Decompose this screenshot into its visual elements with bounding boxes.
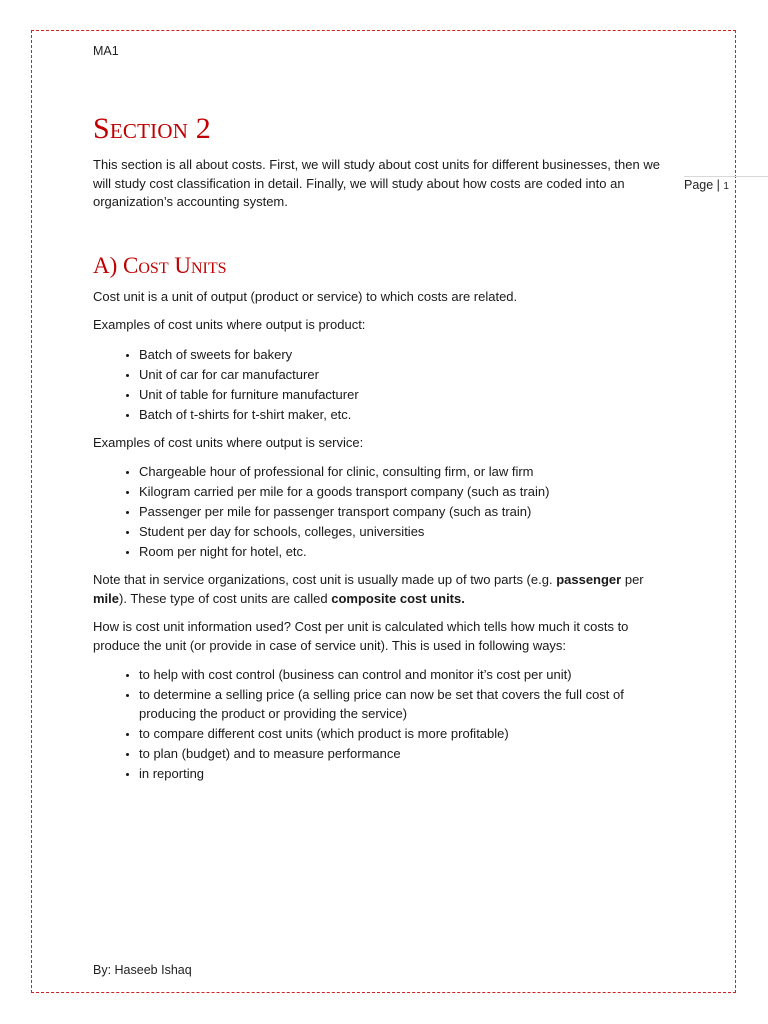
list-item: • to plan (budget) and to measure performance [139, 744, 677, 763]
list-item: • Kilogram carried per mile for a goods transport company (such as train) [139, 482, 677, 501]
composite-cost-note [93, 571, 677, 608]
list-item: • Student per day for schools, colleges, universities [139, 522, 677, 541]
list-item: • Batch of t-shirts for t-shirt maker, etc. [139, 405, 677, 424]
note-text: Note that in service organizations, cost unit is usually made up of two parts (e.g. [93, 572, 557, 587]
footer-author: By: Haseeb Ishaq [93, 963, 192, 977]
list-item: • to help with cost control (business can control and monitor it’s cost per unit) [139, 665, 677, 684]
list-item: • Batch of sweets for bakery [139, 345, 677, 364]
note-text: ). These type of cost units are called [119, 590, 332, 606]
note-bold-mile: mile [93, 590, 120, 606]
note-bold-composite: composite cost units. [331, 590, 465, 606]
list-item: • in reporting [139, 764, 677, 783]
list-item: • Unit of table for furniture manufacturer [139, 385, 677, 404]
product-examples-intro: Examples of cost units where output is product: [93, 317, 366, 332]
header-course-code: MA1 [93, 44, 119, 58]
list-item: • to determine a selling price (a selling price can now be set that covers the full cost of producing the product or providing the service) [139, 685, 677, 723]
usage-list [93, 665, 677, 783]
list-item: • Unit of car for car manufacturer [139, 365, 677, 384]
document-body [93, 112, 677, 793]
note-text: per [621, 572, 644, 587]
note-bold-passenger: passenger [556, 572, 622, 587]
list-item: • Room per night for hotel, etc. [139, 542, 677, 561]
service-examples-list [93, 462, 677, 561]
page-number-rule [684, 176, 768, 177]
cost-unit-definition: Cost unit is a unit of output (product or service) to which costs are related. [93, 288, 518, 304]
list-item: • Passenger per mile for passenger transport company (such as train) [139, 502, 677, 521]
usage-intro: How is cost unit information used? Cost per unit is calculated which tells how much it costs to produce the unit (or provide in case of service unit). This is used in following ways: [93, 619, 629, 653]
list-item: • Chargeable hour of professional for clinic, consulting firm, or law firm [139, 462, 677, 481]
page-number [684, 178, 729, 192]
product-examples-list [93, 345, 677, 424]
section-title: Section 2 [93, 112, 211, 145]
section-intro: This section is all about costs. First, we will study about cost units for different businesses, then we will study cost classification in detail. Finally, we will study about how costs are coded into an organization’s accounting system. [93, 157, 660, 209]
list-item: • to compare different cost units (which product is more profitable) [139, 724, 677, 743]
cost-units-heading: A) Cost Units [93, 252, 227, 278]
service-examples-intro: Examples of cost units where output is service: [93, 434, 364, 450]
page-number-label: Page | [684, 178, 720, 192]
page-number-value: 1 [723, 181, 729, 192]
